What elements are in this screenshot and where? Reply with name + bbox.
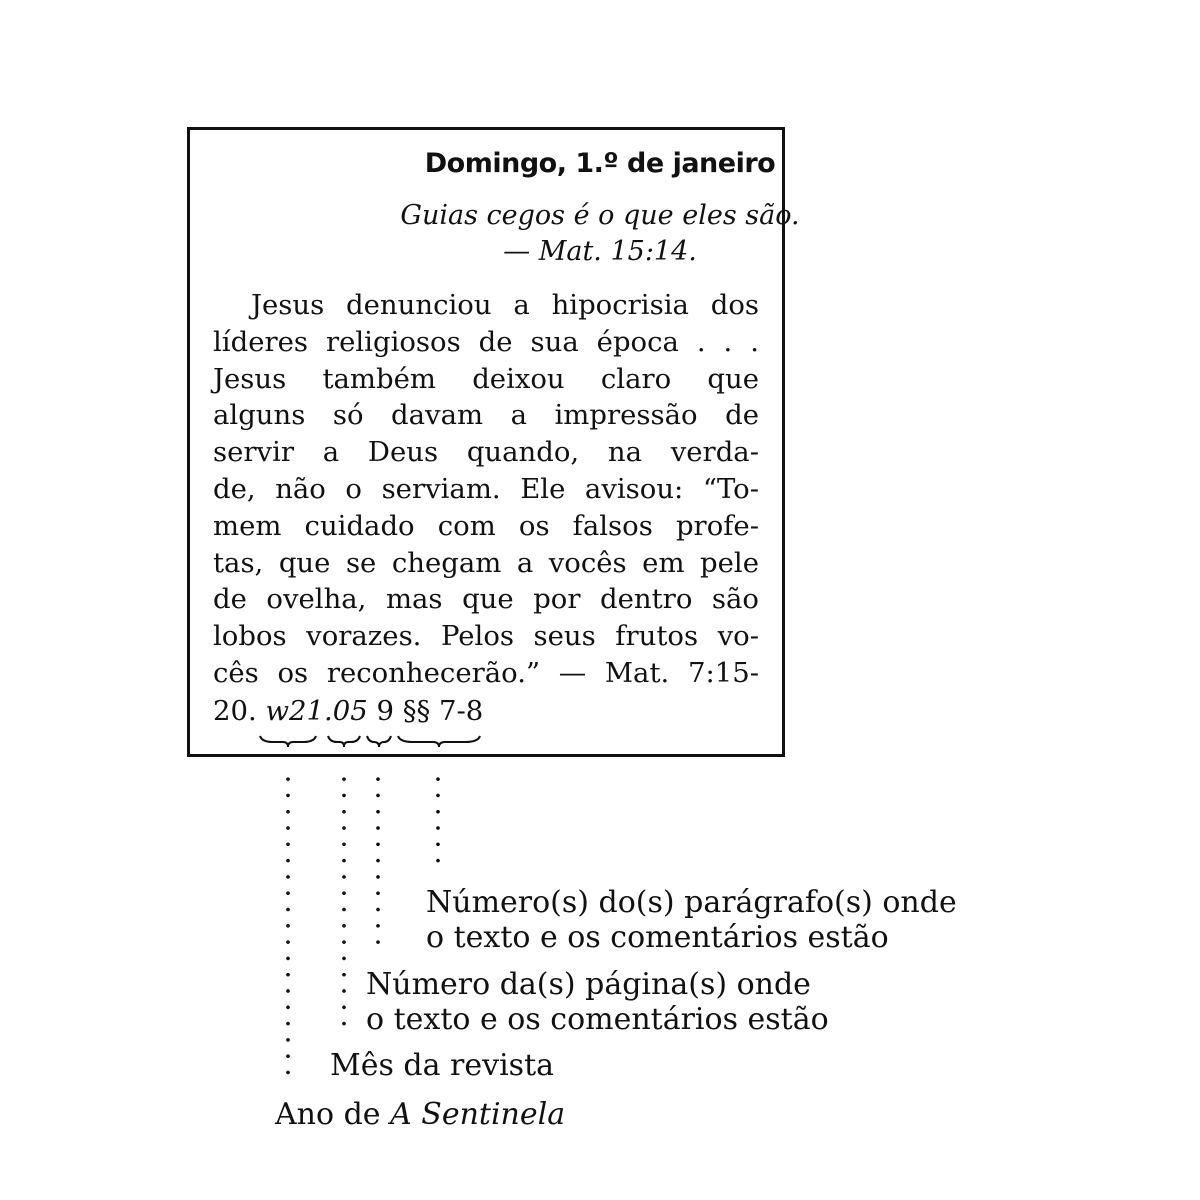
label-year-title: A Sentinela <box>390 1097 566 1132</box>
body-line: tas, que se chegam a vocês em pele <box>213 547 759 579</box>
body-line: líderes religiosos de sua época . . . <box>213 326 759 358</box>
body-line: lobos vorazes. Pelos seus frutos vo- <box>213 620 759 652</box>
body-line: cês os reconhecerão.” — Mat. 7:15- <box>213 657 759 689</box>
label-year-prefix: Ano de <box>275 1097 391 1132</box>
ref-page: 9 <box>376 695 395 727</box>
brace-year <box>259 734 317 748</box>
verse-end: 20. <box>213 695 257 727</box>
body-line: Jesus também deixou claro que <box>213 363 759 395</box>
label-line: Número(s) do(s) parágrafo(s) onde <box>426 885 957 920</box>
body-line: Jesus denunciou a hipocrisia dos <box>251 289 759 321</box>
reference-line <box>213 693 759 729</box>
brace-month <box>327 734 361 748</box>
brace-paragraphs <box>397 734 481 748</box>
verse-text: Guias cegos é o que eles são. <box>400 200 800 231</box>
dotted-leader-paragraphs <box>436 771 440 867</box>
ref-year: w21 <box>265 695 325 727</box>
label-line: o texto e os comentários estão <box>426 920 889 955</box>
verse-reference: — Mat. 15:14. <box>503 236 697 267</box>
date-heading: Domingo, 1.º de janeiro <box>424 148 776 179</box>
label-page <box>366 967 829 1037</box>
label-month: Mês da revista <box>330 1048 555 1083</box>
brace-page <box>366 734 392 748</box>
body-line: de, não o serviam. Ele avisou: “To- <box>213 473 759 505</box>
body-line: mem cuidado com os falsos profe- <box>213 510 759 542</box>
label-line: Número da(s) página(s) onde <box>366 967 811 1002</box>
label-year <box>275 1097 565 1132</box>
dotted-leader-year <box>286 771 290 1081</box>
body-line: alguns só davam a impressão de <box>213 399 759 431</box>
ref-paragraphs: §§ 7-8 <box>402 695 484 727</box>
dotted-leader-page <box>376 771 380 949</box>
dotted-leader-month <box>342 771 346 1031</box>
ref-month: .05 <box>324 695 368 727</box>
label-line: o texto e os comentários estão <box>366 1002 829 1037</box>
body-line: servir a Deus quando, na verda- <box>213 436 759 468</box>
label-paragraphs <box>426 885 957 955</box>
body-line: de ovelha, mas que por dentro são <box>213 583 759 615</box>
